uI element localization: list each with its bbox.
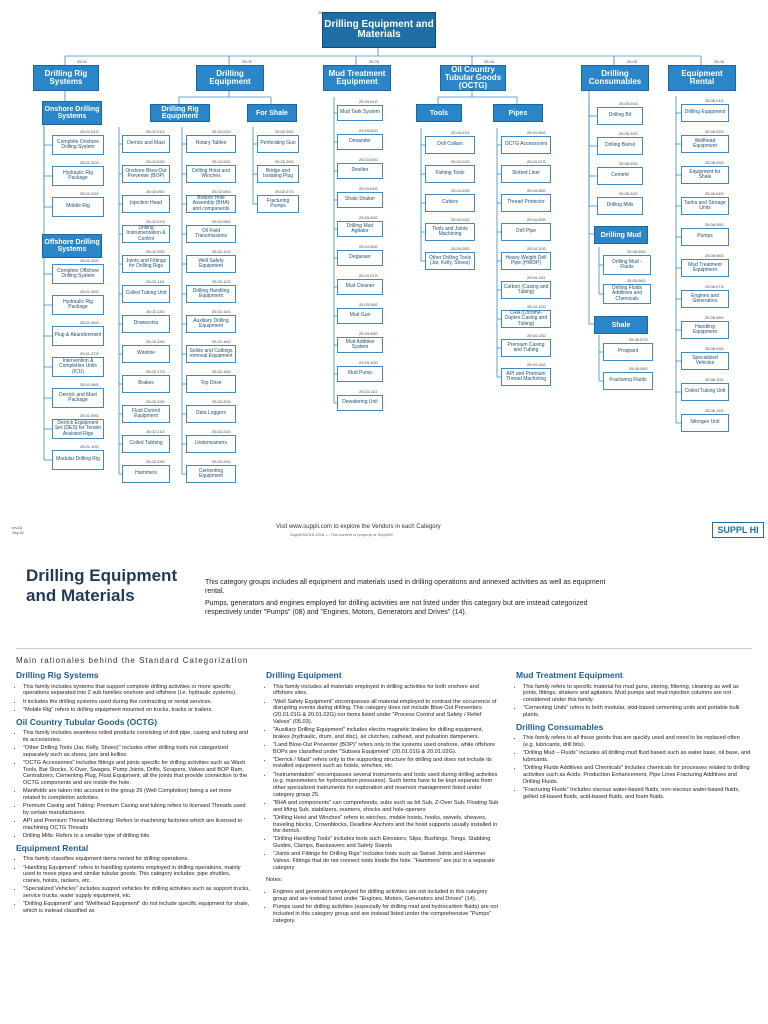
category-item: Derrick and Mast xyxy=(122,135,170,153)
category-code: 25.05 xyxy=(627,59,638,64)
bullet-item: • This family refers to specific material for mud guns, storing, filtering, cleaning as well as joints, fittings, shakers and agitators. Mud pumps and mud injection columns are not considered under this family. xyxy=(523,684,752,704)
item-code: 25.03.11G xyxy=(359,389,378,394)
category-item: Drilling Mud Agitator xyxy=(337,221,383,237)
item-code: 25.02.19G xyxy=(146,399,165,404)
category-item: Carbon (Casing and Tubing) xyxy=(501,281,551,299)
subhead-onshore: Onshore Drilling Systems xyxy=(42,101,102,125)
item-code: 25.05.04G xyxy=(619,191,638,196)
category-item: Cementing Equipment xyxy=(186,465,236,483)
bullet-item: • It includes the drilling systems used during the contracting or rental services. xyxy=(23,699,250,706)
bullet-list xyxy=(16,684,250,714)
item-code: 25.01.05G xyxy=(80,289,99,294)
category-item: Drawworks xyxy=(122,315,170,333)
item-code: 25.03.01G xyxy=(359,99,378,104)
owner-text: SuppliHI2015-2018 — This content is property of SuppliHI xyxy=(290,532,393,537)
category-item: Mud Pump xyxy=(337,366,383,382)
category-item: Desander xyxy=(337,134,383,150)
category-item: Drill Collars xyxy=(425,136,475,154)
item-code: 25.02.17G xyxy=(146,369,165,374)
category-item: Wellhead Equipment xyxy=(681,135,729,153)
category-item: Coiled Tubing Unit xyxy=(122,285,170,303)
column-middle xyxy=(266,672,500,929)
category-item: Mud Additive System xyxy=(337,337,383,353)
bullet-item: • "OCTG Accessories" includes fittings and joints specific for drilling activities such as Wash Tools, Bar Stocks, X-Over, Swages, Pump Joints, Drifts, Scrapers, Valves and BOP Ram, Centralizers, Cementing Plug, Float Equipment, all the joints that provide connection to the OCTG components and are inside the hole. xyxy=(23,760,250,787)
bullet-item: • "Handling Equipment" refers to handling systems employed in drilling operations, mainly used to move pipes and similar tubular goods. This category includes: pipe shuttles, cranes, hoists, rackers, etc. xyxy=(23,865,250,885)
divider xyxy=(16,648,752,649)
item-code: 25.05.07G xyxy=(629,337,648,342)
item-code: 25.02.21G xyxy=(146,429,165,434)
bullet-item: • "Instrumentation" encompasses several instruments and tools used during drilling activities (e.g. manometers for hydrocarbon pressures). Such items have to be kept separate from other specialized instruments for exploration and reservoir management listed under category group 25. xyxy=(273,772,500,799)
category-item: Fracturing Fluids xyxy=(603,372,653,390)
category-item: Hydraulic Rig Package xyxy=(52,295,104,315)
category-code: 25.03 xyxy=(369,59,380,64)
item-code: 25.03.08G xyxy=(359,302,378,307)
item-code: 25.06.02G xyxy=(705,129,724,134)
category-item: Fracturing Pumps xyxy=(257,195,299,213)
bullet-item: • This family includes all materials employed in drilling activities for both onshore and offshore sites. xyxy=(273,684,500,697)
column-left xyxy=(16,672,250,920)
bullet-item: • "Drilling Hoist and Winches" refers to winches, mobile hoists, hooks, swivels, sheaves, traveling blocks, Crownblocks, Deadline Anchors and the hoist supports usually installed in the derrick. xyxy=(273,815,500,835)
bullet-item: • "Auxiliary Drilling Equipment" includes electro magnetic brakes for drilling equipment, brakes (hydraulic, drum, and disc), air clutches, cathead, and pulsation dampeners. xyxy=(273,727,500,740)
category-item: Pumps xyxy=(681,228,729,246)
category-code: 25.01 xyxy=(77,59,88,64)
category-item: Mud Tank System xyxy=(337,105,383,121)
category-node: Mud Treatment Equipment xyxy=(323,65,391,91)
category-item: Mobile Rig xyxy=(52,197,104,217)
item-code: 25.04.08G xyxy=(527,188,546,193)
category-item: Drill Pipe xyxy=(501,223,551,241)
item-code: 25.06.06G xyxy=(705,253,724,258)
bullet-item: • "Cementing Units" refers to both modular, skid-based cementing units and portable bulk plants. xyxy=(523,705,752,718)
bullet-item: • "Joints and Fittings for Drilling Rigs" includes tools such as Swivel Joints and Hammer Valves. Fittings that do not connect tools inside the hole. "Hammers" are put in a separate category xyxy=(273,851,500,871)
bullet-item: • This family includes systems that support complete drilling activities or more specific operations separated into 2 sub families onshore and offshore (i.e. hydraulic systems). xyxy=(23,684,250,697)
category-item: Drilling Instrumentation & Control xyxy=(122,225,170,243)
bullet-item: • "Drilling Handling Tools" includes tools such Elevators, Slips, Bushings, Tongs, Stabbing Guides, Clamps, Backsavers and Safety Stands xyxy=(273,836,500,849)
category-item: Hydraulic Rig Package xyxy=(52,166,104,186)
family-heading: Drilling Consumables xyxy=(516,721,604,732)
category-item: Data Loggers xyxy=(186,405,236,423)
intro-text xyxy=(205,578,610,620)
category-item: Drilling Mud - Fluids xyxy=(603,255,651,275)
category-item: Mud Gun xyxy=(337,308,383,324)
category-item: Nitrogen Unit xyxy=(681,414,729,432)
item-code: 25.04.11G xyxy=(527,275,546,280)
category-item: Hammers xyxy=(122,465,170,483)
category-item: Cement xyxy=(597,167,643,185)
notes-label: Notes: xyxy=(266,877,283,884)
category-code: 25.06 xyxy=(714,59,725,64)
subhead-pipes: Pipes xyxy=(493,104,543,122)
category-item: Bridge and Isolating Plug xyxy=(257,165,299,183)
category-item: Engines and Generators xyxy=(681,290,729,308)
item-code: 25.03.04G xyxy=(359,186,378,191)
section-heading: Main rationales behind the Standard Categorization xyxy=(16,656,249,665)
category-item: Underreamers xyxy=(186,435,236,453)
item-code: 25.02.02G xyxy=(212,129,231,134)
category-item: Tools and Joints Machining xyxy=(425,223,475,241)
rev-date: Sep18 xyxy=(12,530,24,535)
item-code: 25.02.11G xyxy=(146,279,165,284)
bullet-item: • "Land Blow-Out Preventer (BOP)" refers only to the systems used onshore, while offshore BOPs are classified under "Subsea Equipment" (20.01.01G & 20.01.02G). xyxy=(273,742,500,755)
item-code: 25.03.05G xyxy=(359,215,378,220)
item-code: 25.04.09G xyxy=(527,217,546,222)
bullet-item: • This family classifies equipment items rented for drilling operations. xyxy=(23,856,250,863)
category-item: Bottom Hole Assembly (BHA) and components xyxy=(186,195,236,213)
column-right xyxy=(516,672,752,805)
bullet-item: • "Mobile Rig" refers to drilling equipment mounted on trucks, tracks or trailers. xyxy=(23,707,250,714)
item-code: 25.01.04G xyxy=(80,258,99,263)
item-code: 25.04.01G xyxy=(451,130,470,135)
category-item: Handling Equipment xyxy=(681,321,729,339)
category-item: Degasser xyxy=(337,250,383,266)
intro-paragraph: This category groups includes all equipment and materials used in drilling operations and annexed activities as well as equipment rental. xyxy=(205,579,606,595)
category-item: Perforating Gun xyxy=(257,135,299,153)
item-code: 25.05.05G xyxy=(627,249,646,254)
item-code: 25.03.06G xyxy=(359,244,378,249)
category-code: 25.02 xyxy=(242,59,253,64)
category-item: Fluid Control Equipment xyxy=(122,405,170,423)
category-item: Complete Offshore Drilling System xyxy=(52,264,104,284)
item-code: 25.04.05G xyxy=(451,246,470,251)
item-code: 25.04.14G xyxy=(527,362,546,367)
bullet-item: • "Well Safety Equipment" encompasses all material employed to contrast the occurrence of disrupting events during drilling. This category does not include Blow Out Preventers (20.01.01G & 20.01.02G) nor items listed under "Process Control and Safety / Relief Valves" (05.03). xyxy=(273,699,500,726)
item-code: 25.02.16G xyxy=(212,339,231,344)
category-item: Coiled Tubbing xyxy=(122,435,170,453)
item-code: 25.01.07G xyxy=(80,351,99,356)
bullet-item: • Premium Casing and Tubing: Premium Casing and tubing refers to licensed Threads used by certain manufacturers xyxy=(23,803,250,816)
item-code: 25.03.07G xyxy=(359,273,378,278)
item-code: 25.03.10G xyxy=(359,360,378,365)
category-code: 25.04 xyxy=(484,59,495,64)
category-item: Well Safety Equipment xyxy=(186,255,236,273)
category-item: Drilling Fluids Additives and Chemicals xyxy=(603,284,651,304)
category-item: Slotted Liner xyxy=(501,165,551,183)
category-item: Tanks and Storage Units xyxy=(681,197,729,215)
item-code: 25.04.10G xyxy=(527,246,546,251)
subhead-drilling-mud: Drilling Mud xyxy=(594,226,648,244)
category-item: Heavy Weight Drill Pipe (HWDP) xyxy=(501,252,551,270)
bullet-item: • "Fracturing Fluids" Includes viscous water-based fluids, non-viscous water-based fluids, gelled oil-based fluids, acid-based fluids, and foam fluids. xyxy=(523,787,752,800)
item-code: 25.06.07G xyxy=(705,284,724,289)
category-item: Joints and Fittings for Drilling Rigs xyxy=(122,255,170,273)
category-node: Equipment Rental xyxy=(668,65,736,91)
item-code: 25.04.13G xyxy=(527,333,546,338)
category-item: Derrick Equipment Set (DES) for Tender Assisted Rigs xyxy=(52,419,104,439)
item-code: 25.01.10G xyxy=(80,444,99,449)
category-item: Drilling Bit xyxy=(597,107,643,125)
item-code: 25.02.06G xyxy=(212,189,231,194)
item-code: 25.04.04G xyxy=(451,217,470,222)
item-code: 25.06.10G xyxy=(705,377,724,382)
item-code: 25.04.07G xyxy=(527,159,546,164)
bullet-item: • "Specialized Vehicles" includes support vehicles for drilling activities such as support trucks, service trucks, water supply equipment, etc. xyxy=(23,886,250,899)
item-code: 25.02.23G xyxy=(146,459,165,464)
item-code: 25.02.07G xyxy=(146,219,165,224)
item-code: 25.02.09G xyxy=(146,249,165,254)
family-heading: Oil Country Tubular Goods (OCTG) xyxy=(16,716,158,727)
category-item: Oil Field Transmissions xyxy=(186,225,236,243)
item-code: 25.02.24G xyxy=(212,459,231,464)
item-code: 25.02.12G xyxy=(212,279,231,284)
category-item: OCTG Accessories xyxy=(501,136,551,154)
category-item: Drilling Mills xyxy=(597,197,643,215)
item-code: 25.02.20G xyxy=(212,399,231,404)
category-item: Drilling Handling Equipment xyxy=(186,285,236,303)
category-item: Injection Head xyxy=(122,195,170,213)
category-node: Drilling Rig Systems xyxy=(33,65,99,91)
item-code: 25.02.01G xyxy=(146,129,165,134)
item-code: 25.06.04G xyxy=(705,191,724,196)
item-code: 25.04.12G xyxy=(527,304,546,309)
category-item: Derrick and Mast Package xyxy=(52,388,104,408)
suppli-logo: SUPPL HI xyxy=(712,522,764,538)
item-code: 25.05.02G xyxy=(619,131,638,136)
category-item: Mud Cleaner xyxy=(337,279,383,295)
visit-text: Visit www.suppli.com to explore the Vendors in each Category xyxy=(276,524,441,530)
category-item: Mud Treatment Equipment xyxy=(681,259,729,277)
family-heading: Drilling Rig Systems xyxy=(16,670,99,680)
bullet-item: • "Drilling Fluids Additives and Chemicals" Includes chemicals for processes related to drilling activities such as Acids, Production Enhancement, Pipe Lines Fracturing Additives and Drilling Fluids. xyxy=(523,765,752,785)
category-node: Oil Country Tubular Goods (OCTG) xyxy=(440,65,506,91)
item-code: 25.02.04G xyxy=(212,159,231,164)
category-item: Equipment for Shale xyxy=(681,166,729,184)
bullet-item: • Manifolds are taken into account in the group 29 (Well Completion) being a set more related to completion activities. xyxy=(23,788,250,801)
category-item: API and Premium Thread Machining xyxy=(501,368,551,386)
item-code: 25.03.03G xyxy=(359,157,378,162)
category-item: Other Drilling Tools (Jar, Kelly, Shoes) xyxy=(425,252,475,270)
category-item: Complete Onshore Drilling System xyxy=(52,135,104,155)
item-code: 25.02.03G xyxy=(146,159,165,164)
category-item: Brakes xyxy=(122,375,170,393)
item-code: 25.05.06G xyxy=(627,278,646,283)
bullet-item: • This family includes seamless rolled products consisting of drill pipe, casing and tubing and its accessories. xyxy=(23,730,250,743)
category-item: Desilter xyxy=(337,163,383,179)
item-code: 25.02.25G xyxy=(275,129,294,134)
notes-list xyxy=(266,889,500,924)
bullet-list xyxy=(516,684,752,719)
item-code: 25.06.05G xyxy=(705,222,724,227)
root-node: Drilling Equipment and Materials xyxy=(322,12,436,48)
item-code: 25.02.10G xyxy=(212,249,231,254)
subhead-tools: Tools xyxy=(416,104,462,122)
bullet-item: • "Drilling Equipment" and "Wellhead Equipment" do not include specific equipment for shale, which is instead classified as xyxy=(23,901,250,914)
category-item: Rotary Tables xyxy=(186,135,236,153)
subhead-drilling-rig-equipment: Drilling Rig Equipment xyxy=(150,104,210,122)
category-item: Premium Casing and Tubing xyxy=(501,339,551,357)
item-code: 25.01.02G xyxy=(80,160,99,165)
item-code: 25.02.05G xyxy=(146,189,165,194)
category-item: Plug & Abandonment xyxy=(52,326,104,346)
revision-label xyxy=(12,525,24,535)
item-code: 25.01.03G xyxy=(80,191,99,196)
document-title: Drilling Equipment and Materials xyxy=(26,566,178,605)
category-item: Drilling Barrel xyxy=(597,137,643,155)
category-item: Drilling Hoist and Winches xyxy=(186,165,236,183)
category-item: CRA (Chrome-Duplex Casing and Tubing) xyxy=(501,310,551,328)
category-item: Intervention & Completion Units (ICU) xyxy=(52,357,104,377)
category-item: Wireline xyxy=(122,345,170,363)
item-code: 25.04.02G xyxy=(451,159,470,164)
subhead-for-shale: For Shale xyxy=(247,104,297,122)
category-item: Thread Protector xyxy=(501,194,551,212)
bullet-list xyxy=(516,735,752,800)
page-number: 25 xyxy=(318,10,323,15)
item-code: 25.01.01G xyxy=(80,129,99,134)
category-item: Modular Drilling Rig xyxy=(52,450,104,470)
bullet-list xyxy=(16,730,250,840)
rev-line: rev18 xyxy=(12,525,23,530)
item-code: 25.04.06G xyxy=(527,130,546,135)
family-heading: Mud Treatment Equipment xyxy=(516,670,623,680)
intro-paragraph: Pumps, generators and engines employed for drilling activities are not listed under this category but are instead categorized respectively under "Pumps" (08) and "Engines, Motors, Generators and Drives" (14). xyxy=(205,600,588,616)
bullet-item: • "Derrick / Mast" refers only to the supporting structure for drilling and does not include its installed equipment such as hoists, winches, etc. xyxy=(273,757,500,770)
category-item: Top Drive xyxy=(186,375,236,393)
item-code: 25.05.01G xyxy=(619,101,638,106)
item-code: 25.02.27G xyxy=(275,189,294,194)
bullet-item: • "Drilling Mud – Fluids" includes all drilling mud fluid based such as water base, oil base, and lubricants. xyxy=(523,750,752,763)
category-node: Drilling Equipment xyxy=(196,65,264,91)
item-code: 25.02.08G xyxy=(212,219,231,224)
category-item: Cutters xyxy=(425,194,475,212)
category-item: Auxiliary Drilling Equipment xyxy=(186,315,236,333)
category-node: Drilling Consumables xyxy=(581,65,649,91)
category-item: Onshore Blow-Out Preventer (BOP) xyxy=(122,165,170,183)
category-item: Coiled Tubing Unit xyxy=(681,383,729,401)
category-item: Solids and Cuttings removal Equipment xyxy=(186,345,236,363)
item-code: 25.02.18G xyxy=(212,369,231,374)
item-code: 25.06.08G xyxy=(705,315,724,320)
bullet-list xyxy=(266,684,500,872)
item-code: 25.02.22G xyxy=(212,429,231,434)
item-code: 25.05.08G xyxy=(629,366,648,371)
bullet-item: • API and Premium Thread Machining: Refers to machining factories which are licensed to machining OCTG Threads xyxy=(23,818,250,831)
category-item: Dewatering Unit xyxy=(337,395,383,411)
family-heading: Drilling Equipment xyxy=(266,670,342,680)
item-code: 25.03.02G xyxy=(359,128,378,133)
category-item: Fishing Tools xyxy=(425,165,475,183)
description-page xyxy=(0,541,768,1024)
category-item: Shale Shaker xyxy=(337,192,383,208)
bullet-item: • Drilling Mills: Refers to a smaller type of drilling bits xyxy=(23,833,250,840)
item-code: 25.01.06G xyxy=(80,320,99,325)
item-code: 25.04.03G xyxy=(451,188,470,193)
item-code: 25.06.01G xyxy=(705,98,724,103)
item-code: 25.02.26G xyxy=(275,159,294,164)
item-code: 25.01.08G xyxy=(80,382,99,387)
note-item: • Pumps used for drilling activities (especially for drilling mud and hydrocarbon fluids) are not included in this category group and are instead listed under the comprehensive "Pumps" category xyxy=(273,904,500,924)
bullet-item: • "Other Drilling Tools (Jar, Kelly, Shoes)" includes other drilling tools not categorized separately such as shoes, jars and kellies. xyxy=(23,745,250,758)
item-code: 25.02.13G xyxy=(146,309,165,314)
bullet-item: • This family refers to all those goods that are quickly used and need to be replaced often (e.g. lubricants, drill bits). xyxy=(523,735,752,748)
item-code: 25.01.09G xyxy=(80,413,99,418)
item-code: 25.02.15G xyxy=(146,339,165,344)
subhead-offshore: Offshore Drilling Systems xyxy=(42,234,102,258)
item-code: 25.02.14G xyxy=(212,309,231,314)
bullet-item: • "BHA and components" can comprehends, subs such as bit Sub, Z-Over Sub, Floating Sub and lifting Sub, stabilizers, reamers, shocks and hole-openers xyxy=(273,800,500,813)
subhead-shale: Shale xyxy=(594,316,648,334)
note-item: • Engines and generators employed for drilling activities are not included in this category group and are instead listed under "Engines, Motors, Generators and Drives" (14). xyxy=(273,889,500,902)
item-code: 25.06.11G xyxy=(705,408,724,413)
category-item: Proppant xyxy=(603,343,653,361)
category-item: Drilling Equipment xyxy=(681,104,729,122)
item-code: 25.06.03G xyxy=(705,160,724,165)
family-heading: Equipment Rental xyxy=(16,842,89,853)
category-item: Specialized Vehicles xyxy=(681,352,729,370)
item-code: 25.03.09G xyxy=(359,331,378,336)
bullet-list xyxy=(16,856,250,914)
item-code: 25.05.03G xyxy=(619,161,638,166)
item-code: 25.06.09G xyxy=(705,346,724,351)
